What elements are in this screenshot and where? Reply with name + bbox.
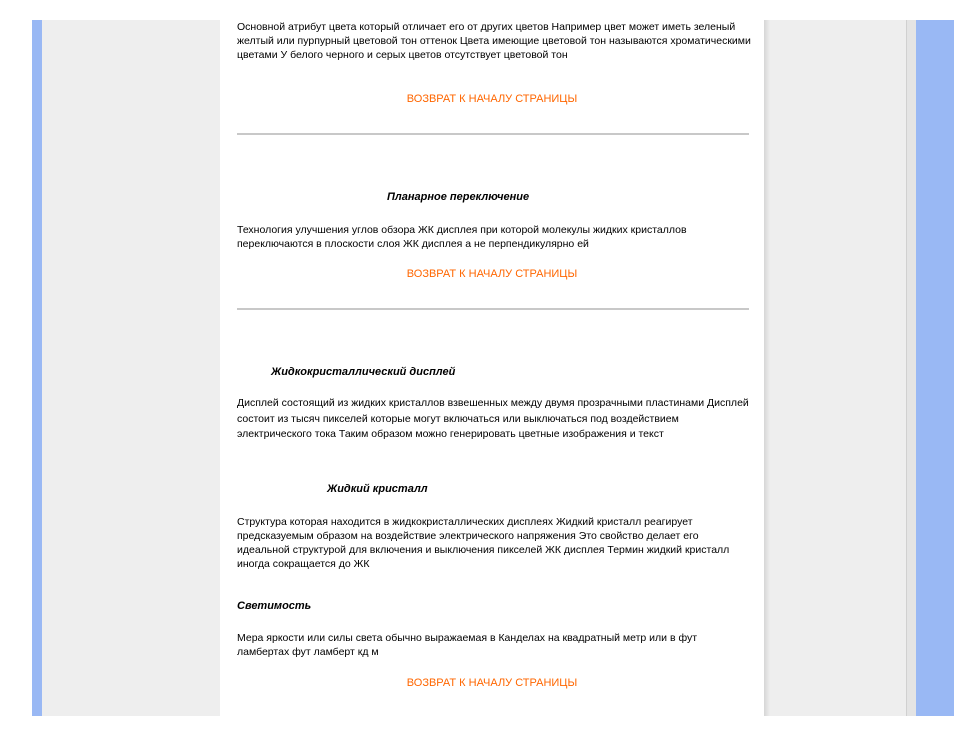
entry-ips-text: Технология улучшения углов обзора ЖК дисплея при которой молекулы жидких кристаллов переключаются в плоскости слоя ЖК дисплея а не перпендикулярно ей <box>237 224 687 250</box>
right-grey-margin <box>770 20 906 716</box>
entry-lc-text: Структура которая находится в жидкокристаллических дисплеях Жидкий кристалл реагирует предсказуемым образом на воздействие электрического напряжения Это свойство делает его идеальной структурой для включения и выключения пикселей ЖК дисплея Термин жидкий кристалл иногда сокращается до ЖК <box>237 516 730 570</box>
entry-luminance-title: Светимость <box>237 600 312 612</box>
section-divider <box>237 133 749 135</box>
right-divider-strip <box>906 20 916 716</box>
glossary-content <box>220 20 764 716</box>
left-blue-band <box>32 20 42 716</box>
entry-ips-title: Планарное переключение <box>387 191 530 203</box>
entry-hue <box>237 20 752 62</box>
entry-luminance-text: Мера яркости или силы света обычно выражаемая в Канделах на квадратный метр или в фут ламбертах фут ламберт кд м <box>237 632 698 658</box>
back-to-top-link[interactable]: ВОЗВРАТ К НАЧАЛУ СТРАНИЦЫ <box>406 93 578 105</box>
right-blue-band <box>916 20 954 716</box>
entry-lcd-text: Дисплей состоящий из жидких кристаллов взвешенных между двумя прозрачными пластинами Дисплей состоит из тысяч пикселей которые могут включаться или выключаться под воздействием электрического тока Таким образом можно генерировать цветные изображения и текст <box>237 397 749 440</box>
section-divider <box>237 308 749 310</box>
back-to-top-link[interactable]: ВОЗВРАТ К НАЧАЛУ СТРАНИЦЫ <box>406 677 578 689</box>
entry-hue-text: Основной атрибут цвета который отличает его от других цветов Например цвет может иметь зеленый желтый или пурпурный цветовой тон оттенок Цвета имеющие цветовой тон называются хроматическими цветами У белого черного и серых цветов отсутствует цветовой тон <box>237 21 751 61</box>
entry-luminance <box>237 631 752 659</box>
entry-lc <box>237 515 752 571</box>
left-grey-margin <box>42 20 220 716</box>
entry-lcd <box>237 396 752 443</box>
entry-ips <box>237 223 752 251</box>
entry-lcd-title: Жидкокристаллический дисплей <box>271 366 456 378</box>
back-to-top-link[interactable]: ВОЗВРАТ К НАЧАЛУ СТРАНИЦЫ <box>406 268 578 280</box>
entry-lc-title: Жидкий кристалл <box>327 483 428 495</box>
